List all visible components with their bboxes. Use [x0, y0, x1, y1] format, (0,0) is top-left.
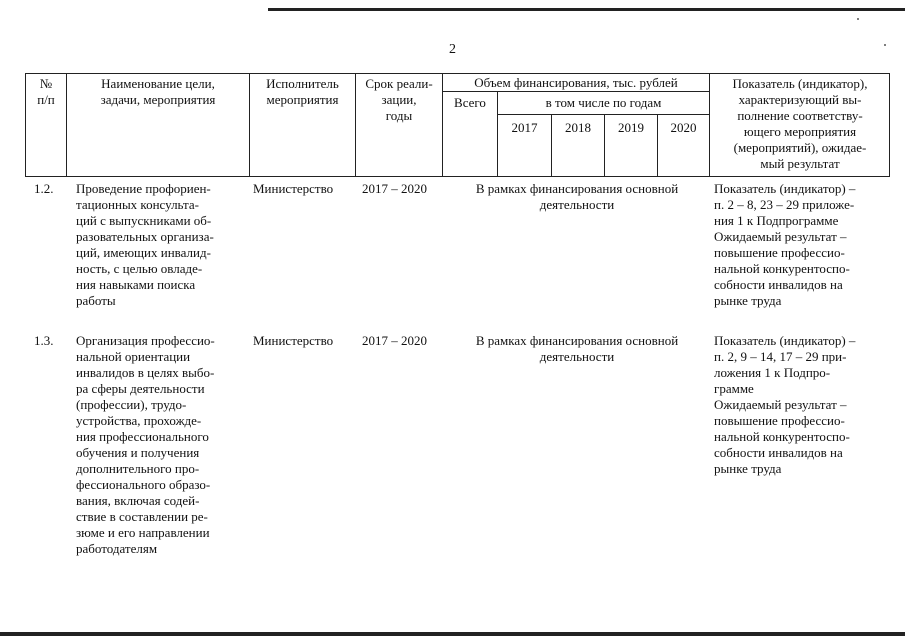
top-rule: [268, 8, 905, 11]
row-executor: Министерство: [253, 333, 334, 348]
row-num: 1.3.: [34, 333, 54, 348]
header-year: 2017: [511, 120, 538, 135]
page-number: 2: [449, 42, 456, 57]
header-name: Наименование цели, задачи, мероприятия: [100, 76, 216, 107]
scan-speck: [857, 18, 859, 20]
row-indicator: Показатель (индикатор) – п. 2 – 8, 23 – 29 приложе- ния 1 к Подпрограмме Ожидаемый результат – повышение профессио- нальной конкурентоспо- собности инвалидов на рынке труда: [714, 181, 856, 308]
header-executor: Исполнитель мероприятия: [266, 76, 339, 107]
row-name: Проведение профориен- тационных консульта- ций с выпускниками об- разовательных организа- ций, имеющих инвалид- ность, с целью овладе- ния навыками поиска работы: [76, 181, 214, 308]
row-name: Организация профессио- нальной ориентации инвалидов в целях выбо- ра сферы деятельности (профессии), трудо- устройства, прохожде- ния профессионального обучения и получения дополнительного про- фессионального образо- вания, включая содей- ствие в составлении ре- зюме и его направлении работодателям: [76, 333, 215, 556]
scan-speck: [884, 44, 886, 46]
header-by-years: в том числе по годам: [545, 95, 662, 110]
row-num: 1.2.: [34, 181, 54, 196]
row-executor: Министерство: [253, 181, 334, 196]
row-funding: В рамках финансирования основной деятельности: [475, 333, 679, 364]
header-funding: Объем финансирования, тыс. рублей: [474, 75, 678, 90]
header-num: № п/п: [37, 76, 55, 107]
row-term: 2017 – 2020: [362, 181, 427, 196]
header-indicator: Показатель (индикатор), характеризующий вы- полнение соответству- ющего мероприятия (мероприятий), ожидае- мый результат: [732, 76, 868, 171]
row-indicator: Показатель (индикатор) – п. 2, 9 – 14, 17 – 29 при- ложения 1 к Подпро- грамме Ожидаемый результат – повышение профессио- нальной конкурентоспо- собности инвалидов на рынке труда: [714, 333, 856, 476]
row-term: 2017 – 2020: [362, 333, 427, 348]
header-year: 2020: [670, 120, 697, 135]
header-total: Всего: [454, 95, 486, 110]
row-funding: В рамках финансирования основной деятельности: [475, 181, 679, 212]
header-year: 2019: [618, 120, 644, 135]
bottom-rule: [0, 632, 905, 636]
header-term: Срок реали- зации, годы: [365, 76, 433, 123]
header-year: 2018: [565, 120, 591, 135]
